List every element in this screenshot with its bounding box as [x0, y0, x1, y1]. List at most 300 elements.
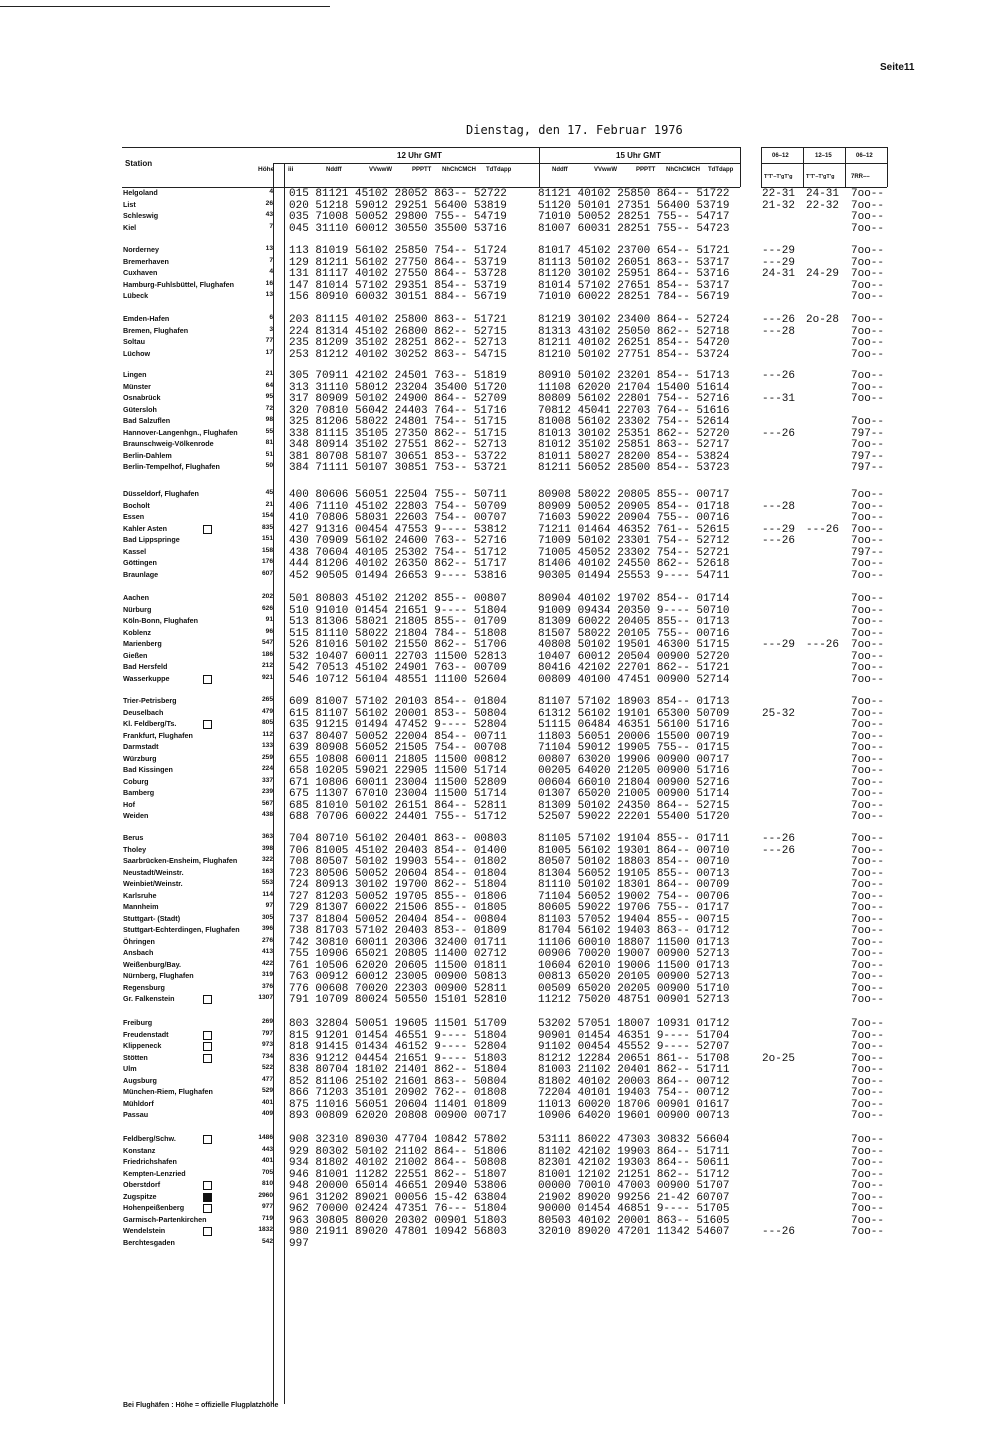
- precip-group: 7oo--: [851, 994, 885, 1006]
- station-height: 835: [261, 523, 273, 531]
- precip-group: 7oo--: [851, 890, 885, 903]
- obs-12utc: 131 81117 40102 27550 864-- 53728: [289, 268, 507, 280]
- station-name: Braunlage: [123, 569, 159, 579]
- obs-12utc: 708 80507 50102 19903 554-- 01802: [289, 856, 507, 868]
- obs-12utc: 836 91212 04454 21651 9---- 51803: [289, 1052, 507, 1065]
- precip-group: 7oo--: [851, 1029, 885, 1042]
- obs-12utc: 866 71203 35101 20902 762-- 01808: [289, 1087, 507, 1099]
- station-height: 398: [261, 844, 273, 852]
- station-name: Frankfurt, Flughafen: [123, 730, 193, 740]
- obs-15utc: 71104 59012 19905 755-- 01715: [538, 742, 730, 754]
- table-row: [0, 257, 1000, 268]
- precip-group: 7oo--: [851, 811, 885, 823]
- station-name: Helgoland: [123, 188, 158, 197]
- table-row: [0, 382, 1000, 393]
- station-name: Klippeneck: [123, 1041, 162, 1050]
- precip-group: 7oo--: [851, 902, 885, 914]
- table-row: [0, 268, 1000, 279]
- obs-12utc: 729 81307 60022 21506 855-- 01805: [289, 902, 507, 914]
- obs-12utc: 203 81115 40102 25800 863-- 51721: [289, 314, 507, 326]
- precip-group: 7oo--: [851, 1075, 885, 1088]
- station-height: 413: [261, 948, 273, 955]
- obs-12utc: 513 81306 58021 21805 855-- 01709: [289, 616, 507, 628]
- obs-15utc: 91102 00454 45552 9---- 52707: [538, 1041, 730, 1053]
- sub-nddff-15: Nddff: [552, 167, 568, 173]
- precip-group: 7oo--: [851, 500, 885, 513]
- obs-15utc: 80416 42102 22701 862-- 51721: [538, 662, 730, 674]
- table-row: [0, 1053, 1000, 1064]
- station-height: 17: [265, 348, 273, 356]
- table-row: [0, 742, 1000, 753]
- table-row: [0, 971, 1000, 982]
- station-name: Berchtesgaden: [123, 1237, 175, 1247]
- station-height: 973: [261, 1041, 273, 1048]
- station-name: Köln-Bonn, Flughafen: [123, 616, 199, 625]
- obs-15utc: 51115 06484 46351 56100 51716: [538, 719, 730, 731]
- temp-range-0612: ---29: [762, 256, 796, 269]
- obs-12utc: 723 80506 50052 20604 854-- 01804: [289, 867, 507, 880]
- station-name: List: [123, 199, 136, 209]
- station-height: 422: [261, 959, 273, 967]
- table-row: [0, 535, 1000, 546]
- obs-15utc: 72204 40101 19403 754-- 00712: [538, 1087, 730, 1099]
- table-row: [0, 524, 1000, 535]
- station-height: 376: [261, 982, 273, 990]
- obs-12utc: 738 81703 57102 20403 853-- 01809: [289, 925, 507, 937]
- obs-12utc: 675 11307 67010 23004 11500 51714: [289, 788, 507, 800]
- station-name: Darmstadt: [123, 742, 159, 751]
- station-height: 158: [261, 546, 273, 554]
- station-name: Konstanz: [123, 1145, 156, 1155]
- station-name: Tholey: [123, 844, 147, 854]
- table-row: [0, 370, 1000, 381]
- obs-15utc: 81406 40102 24550 862-- 52618: [538, 558, 730, 570]
- square-icon: [203, 720, 212, 729]
- station-name: Kl. Feldberg/Ts.: [123, 719, 177, 728]
- station-name: Hohenpeißenberg: [123, 1203, 185, 1212]
- square-icon: [203, 995, 212, 1004]
- obs-12utc: 929 80302 50102 21102 864-- 51806: [289, 1145, 507, 1158]
- station-name: Norderney: [123, 245, 159, 254]
- station-name: Kassel: [123, 546, 147, 556]
- table-row: [0, 868, 1000, 879]
- table-row: [0, 719, 1000, 730]
- station-name: Mannheim: [123, 902, 159, 911]
- station-height: 259: [261, 753, 273, 761]
- obs-15utc: 81212 12284 20651 861-- 51708: [538, 1052, 730, 1065]
- station-name: Bad Salzuflen: [123, 416, 171, 425]
- gmt12-header: 12 Uhr GMT: [397, 151, 442, 160]
- table-row: [0, 708, 1000, 719]
- station-height: 319: [261, 971, 273, 978]
- obs-15utc: 71211 01464 46352 761-- 52615: [538, 523, 730, 536]
- precip-group: 7oo--: [851, 291, 885, 303]
- obs-15utc: 80503 40102 20001 863-- 51605: [538, 1214, 730, 1227]
- precip-group: 7oo--: [851, 730, 885, 743]
- square-icon: [203, 1135, 212, 1144]
- obs-15utc: 00807 63020 19906 00900 00717: [538, 753, 730, 766]
- obs-15utc: 11803 56051 20006 15500 00719: [538, 730, 730, 743]
- station-name: Ulm: [123, 1064, 137, 1073]
- range-0612b: 06–12: [856, 153, 873, 159]
- station-name: Friedrichshafen: [123, 1157, 177, 1166]
- station-name: Zugspitze: [123, 1191, 157, 1201]
- station-name: Düsseldorf, Flughafen: [123, 489, 199, 498]
- precip-group: 7oo--: [851, 439, 885, 451]
- obs-12utc: 313 31110 58012 23204 35400 51720: [289, 381, 507, 394]
- obs-15utc: 90305 01494 25553 9---- 54711: [538, 569, 730, 582]
- station-name: Mühldorf: [123, 1098, 154, 1108]
- obs-12utc: 305 70911 42102 24501 763-- 51819: [289, 370, 507, 382]
- station-height: 269: [261, 1018, 273, 1025]
- station-height: 16: [265, 279, 273, 287]
- table-row: [0, 211, 1000, 222]
- obs-15utc: 81309 60022 20405 855-- 01713: [538, 616, 730, 628]
- precip-group: 7oo--: [851, 535, 885, 547]
- table-row: [0, 1110, 1000, 1121]
- table-row: [0, 349, 1000, 360]
- table-row: [0, 994, 1000, 1005]
- obs-12utc: 671 10806 60011 23004 11500 52809: [289, 776, 507, 789]
- obs-15utc: 10407 60012 20504 00900 52720: [538, 650, 730, 663]
- table-row: [0, 628, 1000, 639]
- obs-15utc: 70812 45041 22703 764-- 51616: [538, 404, 730, 417]
- station-name: Bad Hersfeld: [123, 662, 168, 671]
- obs-12utc: 430 70909 56102 24600 763-- 52716: [289, 535, 507, 547]
- table-row: [0, 1099, 1000, 1110]
- obs-12utc: 542 70513 45102 24901 763-- 00709: [289, 662, 507, 674]
- obs-15utc: 52507 59022 22201 55400 51720: [538, 811, 730, 823]
- table-row: [0, 337, 1000, 348]
- station-name: Kahler Asten: [123, 523, 168, 533]
- station-name: Gießen: [123, 650, 148, 660]
- obs-15utc: 71009 50102 23301 754-- 52712: [538, 535, 730, 547]
- obs-12utc: 908 32310 89030 47704 10842 57802: [289, 1134, 507, 1146]
- square-icon: [203, 1204, 212, 1213]
- station-height: 265: [261, 696, 273, 703]
- station-name: Wendelstein: [123, 1226, 166, 1235]
- obs-12utc: 615 81107 56102 20001 853-- 50804: [289, 707, 507, 720]
- table-row: [0, 405, 1000, 416]
- station-height: 133: [261, 742, 273, 749]
- station-height: 176: [261, 558, 273, 565]
- station-name: Trier-Petrisberg: [123, 696, 177, 705]
- sub-nddff-12: Nddff: [326, 167, 342, 173]
- obs-15utc: 81011 58027 28200 854-- 53824: [538, 450, 730, 463]
- precip-group: 7oo--: [851, 325, 885, 338]
- station-name: Ansbach: [123, 948, 154, 957]
- temp-range-1215: 24-31: [806, 188, 840, 200]
- station-height: 21: [265, 500, 273, 508]
- precip-group: 7oo--: [851, 1168, 885, 1181]
- obs-15utc: 53202 57051 18007 10931 01712: [538, 1018, 730, 1030]
- square-icon: [203, 525, 212, 534]
- table-row: [0, 1169, 1000, 1180]
- precip-group: 7oo--: [851, 776, 885, 789]
- table-row: [0, 1064, 1000, 1075]
- precip-group: 7oo--: [851, 707, 885, 720]
- precip-group: 7oo--: [851, 593, 885, 605]
- obs-15utc: 11212 75020 48751 00901 52713: [538, 994, 730, 1006]
- obs-12utc: 156 80910 60032 30151 884-- 56719: [289, 291, 507, 303]
- obs-12utc: 410 70806 58031 22603 754-- 00707: [289, 512, 507, 524]
- obs-12utc: 235 81209 35102 28251 862-- 52713: [289, 337, 507, 349]
- station-height: 21: [265, 370, 273, 377]
- table-row: [0, 639, 1000, 650]
- station-name: Augsburg: [123, 1075, 157, 1085]
- station-name: Kiel: [123, 222, 137, 232]
- station-height: 13: [265, 291, 273, 298]
- obs-12utc: 776 00608 70020 22303 00900 52811: [289, 982, 507, 995]
- table-row: [0, 245, 1000, 256]
- precip-group: 7oo--: [851, 268, 885, 280]
- obs-12utc: 724 80913 30102 19700 862-- 51804: [289, 879, 507, 891]
- obs-12utc: 688 70706 60022 24401 755-- 51712: [289, 811, 507, 823]
- sub-nhch-15: NhChCMCH: [666, 167, 700, 173]
- station-name: Gütersloh: [123, 404, 157, 414]
- table-row: [0, 765, 1000, 776]
- station-height: 81: [265, 439, 273, 446]
- obs-15utc: 81007 60031 28251 755-- 54723: [538, 222, 730, 235]
- table-row: [0, 605, 1000, 616]
- obs-15utc: 81210 50102 27751 854-- 53724: [538, 348, 730, 361]
- table-row: [0, 696, 1000, 707]
- precip-group: 7oo--: [851, 662, 885, 674]
- obs-15utc: 81211 40102 26251 854-- 54720: [538, 337, 730, 349]
- obs-12utc: 515 81110 58022 21804 784-- 51808: [289, 627, 507, 640]
- station-name: Stuttgart- (Stadt): [123, 913, 181, 923]
- obs-15utc: 81507 58022 20105 755-- 00716: [538, 627, 730, 640]
- table-row: [0, 914, 1000, 925]
- table-row: [0, 462, 1000, 473]
- square-icon: [203, 1181, 212, 1190]
- table-row: [0, 777, 1000, 788]
- station-height: 322: [261, 856, 273, 863]
- station-name: München-Riem, Flughafen: [123, 1087, 213, 1096]
- obs-12utc: 317 80909 50102 24900 864-- 52709: [289, 393, 507, 405]
- obs-15utc: 51120 50101 27351 56400 53719: [538, 199, 730, 212]
- square-icon: [203, 1042, 212, 1051]
- station-name: Weiden: [123, 811, 149, 820]
- precip-group: 7oo--: [851, 799, 885, 812]
- obs-12utc: 532 10407 60011 22703 11500 52813: [289, 650, 507, 663]
- table-row: [0, 223, 1000, 234]
- station-height: 7: [269, 222, 273, 230]
- obs-15utc: 80904 40102 19702 854-- 01714: [538, 593, 730, 605]
- obs-12utc: 546 10712 56104 48551 11100 52604: [289, 673, 507, 686]
- obs-15utc: 81304 56052 19105 855-- 00713: [538, 867, 730, 880]
- station-height: 3: [269, 325, 273, 333]
- precip-group: 7oo--: [851, 393, 885, 405]
- obs-12utc: 526 81016 50102 21550 862-- 51706: [289, 639, 507, 651]
- obs-15utc: 11106 60010 18807 11500 01713: [538, 936, 730, 949]
- station-name: Berlin-Tempelhof, Flughafen: [123, 462, 220, 471]
- table-row: [0, 188, 1000, 199]
- precip-group: 7oo--: [851, 1110, 885, 1122]
- precip-group: 7oo--: [851, 211, 885, 223]
- square-icon: [203, 1054, 212, 1063]
- hoehe-header: Höhe: [258, 166, 275, 173]
- table-row: [0, 1180, 1000, 1191]
- obs-12utc: 838 80704 18102 21401 862-- 51804: [289, 1064, 507, 1076]
- obs-12utc: 704 80710 56102 20401 863-- 00803: [289, 833, 507, 845]
- obs-12utc: 803 32804 50051 19605 11501 51709: [289, 1018, 507, 1030]
- station-height: 95: [265, 393, 273, 400]
- obs-12utc: 348 80914 35102 27551 862-- 52713: [289, 439, 507, 451]
- obs-12utc: 737 81804 50052 20404 854-- 00804: [289, 913, 507, 926]
- precip-group: 7oo--: [851, 971, 885, 983]
- station-height: 55: [265, 427, 273, 435]
- station-height: 98: [265, 416, 273, 423]
- obs-12utc: 815 91201 01454 46551 9---- 51804: [289, 1029, 507, 1042]
- station-name: Schleswig: [123, 211, 159, 220]
- obs-15utc: 81107 57102 18903 854-- 01713: [538, 696, 730, 708]
- table-row: [0, 925, 1000, 936]
- obs-12utc: 755 10906 65021 20805 11400 02712: [289, 948, 507, 960]
- temp-range-1215: 2o-28: [806, 314, 840, 326]
- station-height: 977: [261, 1203, 273, 1210]
- precip-group: 7oo--: [851, 1052, 885, 1065]
- station-name: Deuselbach: [123, 707, 164, 717]
- obs-12utc: 510 91010 01454 21651 9---- 51804: [289, 604, 507, 617]
- temp-range-0612: ---26: [762, 370, 796, 382]
- station-name: Stuttgart-Echterdingen, Flughafen: [123, 925, 240, 934]
- square-icon: [203, 1227, 212, 1236]
- obs-15utc: 00509 65020 20205 00900 51710: [538, 982, 730, 995]
- station-name: Passau: [123, 1110, 149, 1119]
- obs-15utc: 82301 42102 19303 864-- 50611: [538, 1157, 730, 1169]
- obs-15utc: 81001 12102 21251 862-- 51712: [538, 1168, 730, 1181]
- precip-group: 7oo--: [851, 616, 885, 628]
- station-height: 705: [261, 1168, 273, 1176]
- station-height: 64: [265, 381, 273, 389]
- table-row: [0, 416, 1000, 427]
- station-name: Münster: [123, 381, 151, 391]
- table-row: [0, 891, 1000, 902]
- station-name: Marienberg: [123, 639, 162, 648]
- table-row: [0, 428, 1000, 439]
- precip-group: 7oo--: [851, 279, 885, 292]
- temp-range-0612: 25-32: [762, 707, 796, 720]
- table-row: [0, 960, 1000, 971]
- obs-12utc: 763 00912 60012 23005 00900 50813: [289, 971, 507, 983]
- precip-group: 7oo--: [851, 627, 885, 640]
- station-height: 529: [261, 1087, 273, 1094]
- table-row: [0, 1041, 1000, 1052]
- station-name: Karlsruhe: [123, 890, 157, 900]
- top-rule: [0, 6, 330, 7]
- station-name: Stötten: [123, 1052, 148, 1062]
- station-name: Coburg: [123, 776, 149, 786]
- station-height: 479: [261, 707, 273, 715]
- obs-12utc: 818 91415 01434 46152 9---- 52804: [289, 1041, 507, 1053]
- obs-15utc: 81103 57052 19404 855-- 00715: [538, 913, 730, 926]
- document-date: Dienstag, den 17. Februar 1976: [466, 123, 683, 137]
- obs-15utc: 81005 56102 19301 864-- 00710: [538, 844, 730, 857]
- obs-12utc: 934 81802 40102 21002 864-- 50808: [289, 1157, 507, 1169]
- table-row: [0, 674, 1000, 685]
- station-height: 97: [265, 902, 273, 909]
- obs-12utc: 113 81019 56102 25850 754-- 51724: [289, 245, 507, 257]
- table-row: [0, 754, 1000, 765]
- station-height: 567: [261, 799, 273, 807]
- obs-15utc: 80605 59022 19706 755-- 01717: [538, 902, 730, 914]
- table-row: [0, 1134, 1000, 1145]
- obs-15utc: 11108 62020 21704 15400 51614: [538, 381, 730, 394]
- obs-15utc: 81017 45102 23700 654-- 51721: [538, 245, 730, 257]
- temp-range-0612: ---29: [762, 639, 796, 651]
- formula-1: T'T'–T'gT'g: [764, 174, 793, 180]
- temp-range-0612: 24-31: [762, 268, 796, 280]
- obs-15utc: 71603 59022 20904 755-- 00716: [538, 512, 730, 524]
- precip-group: 7oo--: [851, 879, 885, 891]
- precip-group: 7oo--: [851, 337, 885, 349]
- obs-12utc: 637 80407 50052 22004 854-- 00711: [289, 730, 507, 743]
- obs-15utc: 81113 50102 26051 863-- 53717: [538, 256, 730, 269]
- obs-15utc: 71010 60022 28251 784-- 56719: [538, 291, 730, 303]
- obs-12utc: 045 31110 60012 30550 35500 53716: [289, 222, 507, 235]
- formula-2: T'T'–T'gT'g: [806, 174, 835, 180]
- footnote: Bei Flughäfen : Höhe = offizielle Flugplatzhöhe: [123, 1402, 279, 1409]
- precip-group: 7oo--: [851, 222, 885, 235]
- table-row: [0, 489, 1000, 500]
- obs-15utc: 10906 64020 19601 00900 00713: [538, 1110, 730, 1122]
- obs-15utc: 91009 09434 20350 9---- 50710: [538, 604, 730, 617]
- temp-range-0612: 22-31: [762, 188, 796, 200]
- sub-tdtd-15: TdTdapp: [708, 167, 734, 173]
- sub-nhch-12: NhChCMCH: [442, 167, 476, 173]
- rr-header: 7RR––: [851, 174, 870, 180]
- temp-range-0612: 21-32: [762, 199, 796, 212]
- obs-12utc: 338 81115 35105 27350 862-- 51715: [289, 427, 507, 440]
- obs-15utc: 81102 42102 19903 864-- 51711: [538, 1145, 730, 1158]
- station-name: Lüchow: [123, 348, 151, 358]
- table-row: [0, 845, 1000, 856]
- station-height: 6: [269, 314, 273, 321]
- table-row: [0, 547, 1000, 558]
- table-row: [0, 1146, 1000, 1157]
- station-height: 224: [261, 765, 273, 772]
- precip-group: 7oo--: [851, 833, 885, 845]
- precip-group: 7oo--: [851, 1064, 885, 1076]
- station-height: 91: [265, 616, 273, 623]
- station-height: 1307: [258, 994, 273, 1001]
- obs-15utc: 81012 35102 25851 863-- 52717: [538, 439, 730, 451]
- obs-12utc: 015 81121 45102 28052 863-- 52722: [289, 188, 507, 200]
- obs-15utc: 10604 62010 19006 11500 01713: [538, 959, 730, 972]
- obs-12utc: 020 51218 59012 29251 56400 53819: [289, 199, 507, 212]
- station-height: 921: [261, 673, 273, 681]
- obs-12utc: 400 80606 56051 22504 755-- 50711: [289, 489, 507, 501]
- station-name: Bad Kissingen: [123, 765, 173, 774]
- obs-15utc: 80507 50102 18803 854-- 00710: [538, 856, 730, 868]
- temp-range-0612: ---29: [762, 523, 796, 536]
- obs-15utc: 81219 30102 23400 864-- 52724: [538, 314, 730, 326]
- square-icon: [203, 675, 212, 684]
- obs-15utc: 81008 56102 23302 754-- 52614: [538, 416, 730, 428]
- station-height: 396: [261, 925, 273, 932]
- station-height: 163: [261, 867, 273, 875]
- precip-group: 7oo--: [851, 558, 885, 570]
- precip-group: 7oo--: [851, 512, 885, 524]
- temp-range-0612: 2o-25: [762, 1052, 796, 1065]
- obs-15utc: 81211 56052 28500 854-- 53723: [538, 462, 730, 474]
- table-row: [0, 616, 1000, 627]
- station-name: Lübeck: [123, 291, 149, 300]
- precip-group: 7oo--: [851, 1134, 885, 1146]
- obs-15utc: 81802 40102 20003 864-- 00712: [538, 1075, 730, 1088]
- precip-group: 7oo--: [851, 1098, 885, 1111]
